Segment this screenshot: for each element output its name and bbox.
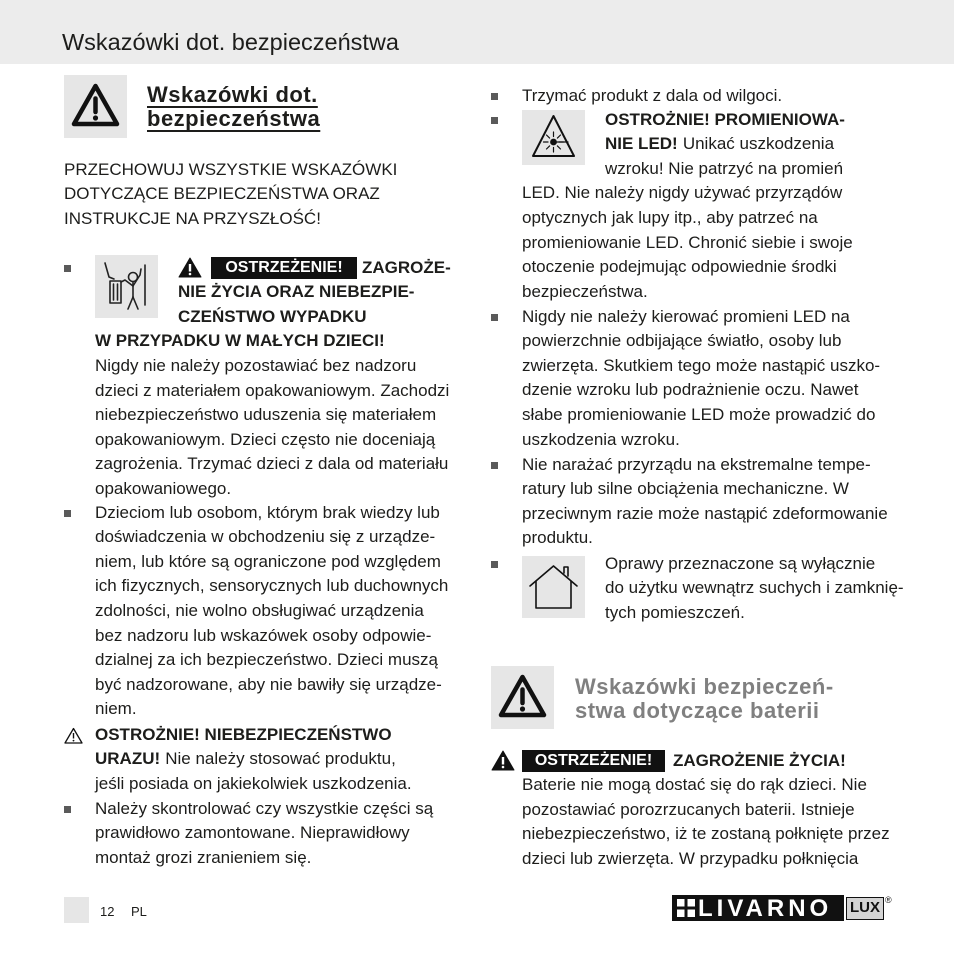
list-item-line: Dzieciom lub osobom, którym brak wiedzy lub (95, 502, 440, 522)
bullet-marker (491, 93, 498, 100)
injury-caution-body-text: Nie należy stosować produktu, (165, 749, 396, 769)
page-number: 12 (100, 904, 115, 919)
bullet-marker (64, 510, 71, 517)
battery-heading-line: Wskazówki bezpieczeń- (575, 673, 834, 699)
list-item-line: niem, lub które są ograniczone pod względem (95, 551, 441, 571)
warning-triangle-icon (64, 75, 127, 138)
injury-caution-title: OSTROŻNIE! NIEBEZPIECZEŃSTWO (95, 724, 392, 744)
list-item-line: montaż grozi zranieniem się. (95, 847, 312, 867)
warning-badge: OSTRZEŻENIE! (211, 257, 357, 279)
list-item-line: przeciwnym razie może nastąpić zdeformowanie (522, 503, 888, 523)
led-caution-line: LED. Nie należy nigdy używać przyrządów (522, 183, 843, 203)
led-caution-title-end: NIE LED! (605, 134, 678, 154)
list-item-line: powierzchnie odbijające światło, osoby lub (522, 331, 842, 351)
led-caution-line: optycznych jak lupy itp., aby patrzeć na (522, 208, 818, 228)
list-item-line: Należy skontrolować czy wszystkie części są (95, 798, 434, 818)
caution-outline-triangle-icon (64, 727, 83, 744)
child-warning-title-part: ZAGROŻE- (362, 257, 451, 277)
battery-heading-line: stwa dotyczące baterii (575, 698, 820, 724)
injury-caution-body-line: jeśli posiada on jakiekolwiek uszkodzenia. (95, 773, 412, 793)
battery-warning-body-line: niebezpieczeństwo, iż te zostaną połknięte przez (522, 824, 890, 844)
list-item-line: Nigdy nie należy kierować promieni LED na (522, 306, 850, 326)
notice-line: INSTRUKCJE NA PRZYSZŁOŚĆ! (64, 208, 321, 228)
injury-caution-line (95, 747, 412, 772)
list-item-line: bez nadzoru lub wskazówek osoby odpowie- (95, 625, 432, 645)
list-item-line: Oprawy przeznaczone są wyłącznie (605, 553, 876, 573)
list-item-line: niem. (95, 699, 137, 719)
list-item-line: zdolności, nie wolno obsługiwać urządzenia (95, 601, 424, 621)
list-item-line: Nie narażać przyrządu na ekstremalne tempe- (522, 454, 871, 474)
indoor-use-item (522, 552, 904, 626)
logo-grid-icon (677, 899, 695, 917)
child-warning-body-line: opakowaniowym. Dzieci często nie doceniają (95, 429, 436, 449)
brand-sub-box (846, 897, 884, 920)
brand-sub: LUX (850, 899, 880, 916)
list-item-line: doświadczenia w obchodzeniu się z urządze- (95, 527, 436, 547)
warning-triangle-icon (491, 666, 554, 729)
injury-caution-item (95, 723, 412, 797)
bullet-marker (491, 314, 498, 321)
list-item-line: Trzymać produkt z dala od wilgoci. (522, 85, 783, 105)
list-item-line: produktu. (522, 528, 593, 548)
child-warning-title-line: CZEŃSTWO WYPADKU (178, 306, 367, 326)
led-caution-text: Unikać uszkodzenia (682, 134, 835, 154)
brand-logo-black-plate (672, 895, 844, 921)
child-warning-title-line: W PRZYPADKU W MAŁYCH DZIECI! (95, 331, 385, 351)
bullet-marker (64, 806, 71, 813)
led-caution-line: promieniowanie LED. Chronić siebie i swoje (522, 232, 853, 252)
list-item-line: słabe promieniowanie LED może prowadzić do (522, 405, 876, 425)
battery-warning-body-line: Baterie nie mogą dostać się do rąk dzieci. Nie (522, 775, 867, 795)
led-caution-line: bezpieczeństwa. (522, 281, 648, 301)
bullet-marker (64, 265, 71, 272)
child-warning-body-line: niebezpieczeństwo uduszenia się materiałem (95, 405, 437, 425)
battery-section-icon-box (491, 666, 554, 729)
safety-heading-text-2: bezpieczeństwa (147, 106, 321, 132)
warning-badge: OSTRZEŻENIE! (522, 750, 665, 772)
led-caution-line (522, 132, 853, 157)
safety-section-icon-box (64, 75, 127, 138)
brand-name: LIVARNO (698, 895, 833, 922)
child-warning-title-row (95, 256, 451, 281)
registered-mark: ® (885, 895, 892, 905)
safety-heading-line-2 (147, 107, 320, 132)
bullet-marker (491, 462, 498, 469)
bullet-marker (491, 561, 498, 568)
safety-heading-text-1: Wskazówki dot. (147, 81, 318, 107)
reflect-item (522, 305, 880, 453)
warning-filled-triangle-icon (491, 750, 515, 771)
child-warning-item (95, 256, 451, 502)
battery-warning-item (522, 749, 890, 872)
notice-line: PRZECHOWUJ WSZYSTKIE WSKAZÓWKI (64, 159, 398, 179)
battery-heading (575, 675, 834, 724)
injury-caution-title-end: URAZU! (95, 749, 161, 769)
list-item-line: ratury lub silne obciążenia mechaniczne. W (522, 479, 849, 499)
notice-line: DOTYCZĄCE BEZPIECZEŃSTWA ORAZ (64, 184, 380, 204)
keep-instructions-notice (64, 158, 397, 232)
brand-logo (672, 895, 893, 922)
moisture-item (522, 84, 782, 109)
list-item-line: do użytku wewnątrz suchych i zamknię- (605, 578, 904, 598)
list-item-line: tych pomieszczeń. (605, 602, 745, 622)
child-warning-title-line: NIE ŻYCIA ORAZ NIEBEZPIE- (178, 282, 415, 302)
safety-heading (147, 83, 320, 132)
list-item-line: uszkodzenia wzroku. (522, 429, 680, 449)
child-warning-body-line: dzieci z materiałem opakowaniowym. Zachodzi (95, 380, 450, 400)
page-title: Wskazówki dot. bezpieczeństwa (62, 29, 399, 55)
battery-warning-body-line: pozostawiać porozrzucanych baterii. Istnieje (522, 799, 855, 819)
temperature-item (522, 453, 888, 551)
list-item-line: prawidłowo zamontowane. Nieprawidłowy (95, 823, 410, 843)
list-item-line: dzialnej za ich bezpieczeństwo. Dzieci muszą (95, 650, 438, 670)
safety-heading-line-1 (147, 83, 320, 108)
led-caution-item (522, 108, 853, 305)
language-code: PL (131, 904, 147, 919)
battery-warning-title: ZAGROŻENIE ŻYCIA! (673, 750, 846, 770)
footer-marker-square (64, 897, 89, 923)
led-caution-line: wzroku! Nie patrzyć na promień (605, 158, 844, 178)
led-caution-title: OSTROŻNIE! PROMIENIOWA- (605, 109, 845, 129)
list-item-line: ich fizycznych, sensorycznych lub duchownych (95, 576, 449, 596)
warning-filled-triangle-icon (178, 257, 202, 278)
list-item-line: być nadzorowane, aby nie bawiły się urządze- (95, 674, 442, 694)
list-item-line: zwierzęta. Skutkiem tego może nastąpić uszko- (522, 355, 881, 375)
child-warning-body-line: opakowaniowego. (95, 479, 232, 499)
led-caution-line: otoczenie podejmując odpowiednie środki (522, 257, 837, 277)
assembly-check-item (95, 797, 433, 871)
battery-warning-title-row (491, 749, 890, 774)
persons-restriction-item (95, 501, 448, 722)
battery-warning-body-line: dzieci lub zwierzęta. W przypadku połknięcia (522, 849, 859, 869)
child-warning-body-line: zagrożenia. Trzymać dzieci z dala od materiału (95, 454, 449, 474)
bullet-marker (491, 117, 498, 124)
child-warning-body-line: Nigdy nie należy pozostawiać bez nadzoru (95, 356, 417, 376)
list-item-line: dzenie wzroku lub podrażnienie oczu. Nawet (522, 380, 859, 400)
